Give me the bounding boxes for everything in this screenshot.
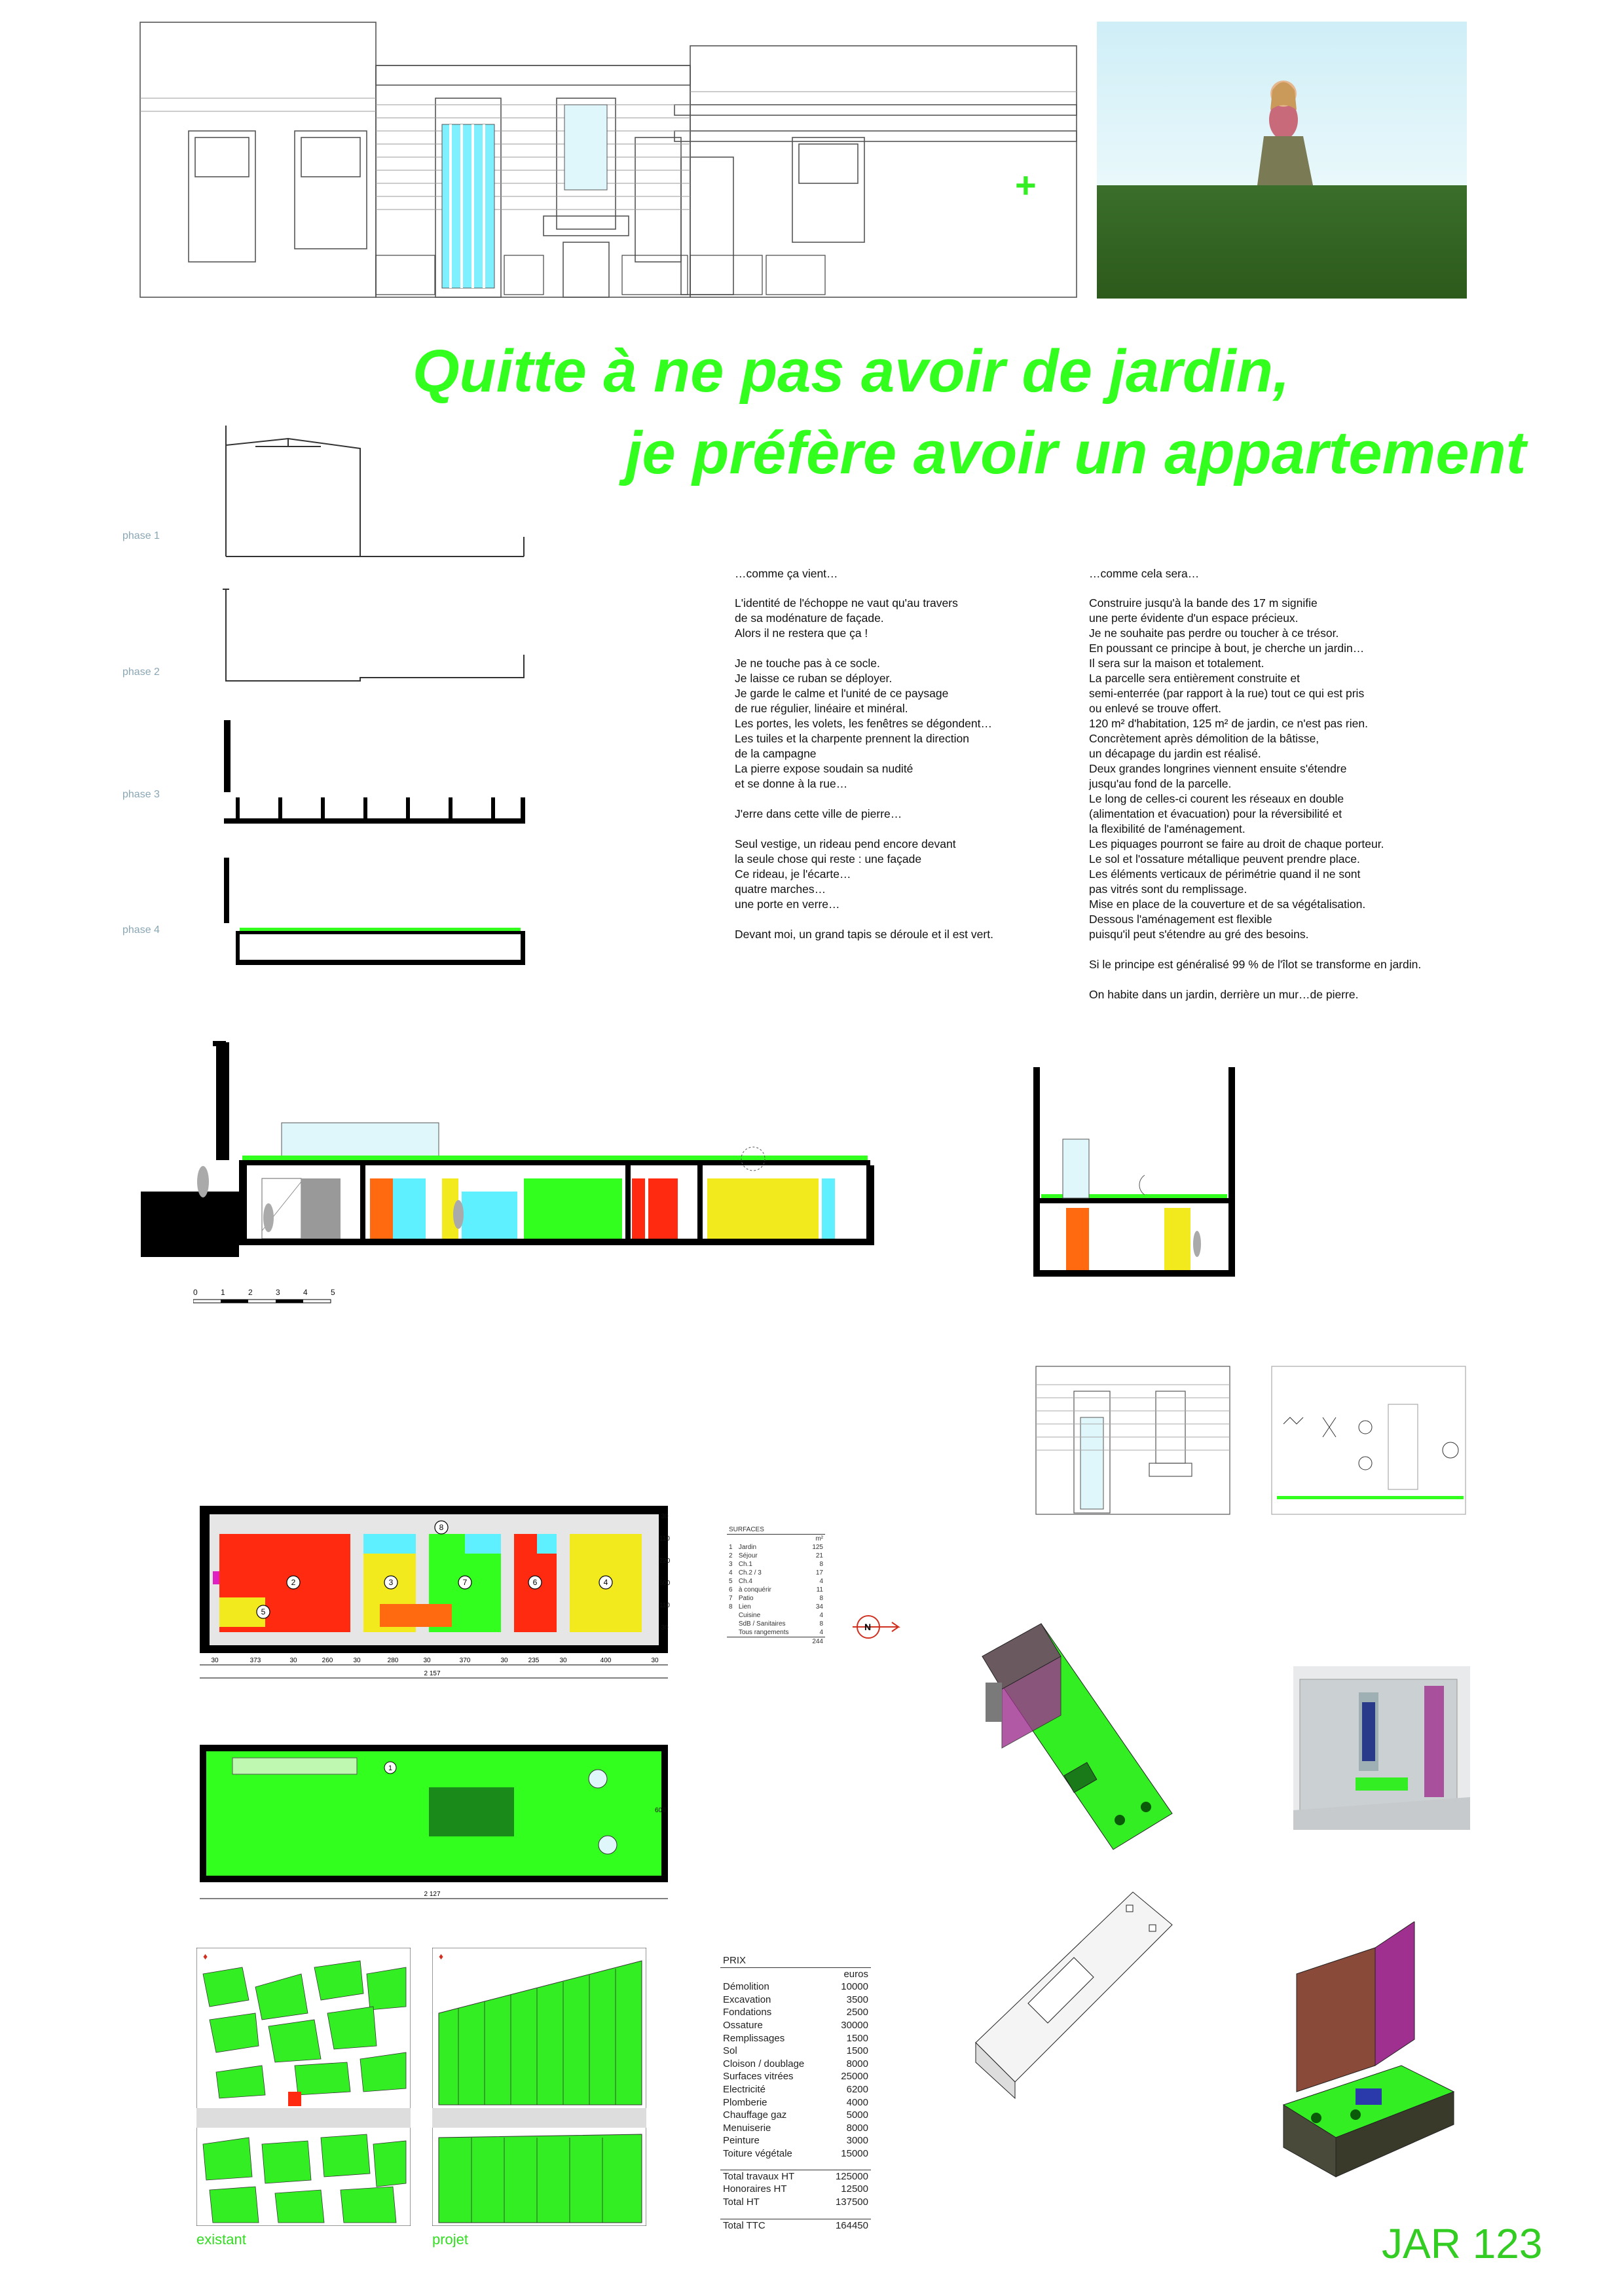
surfaces-row xyxy=(727,1543,825,1552)
surfaces-title: SURFACES xyxy=(727,1525,825,1535)
left-line: une porte en verre… xyxy=(735,898,840,911)
right-line xyxy=(1089,972,1469,987)
right-line: On habite dans un jardin, derrière un mur…de pierre. xyxy=(1089,988,1359,1001)
plan-side-dim: 220 xyxy=(659,1558,671,1565)
left-line: Les tuiles et la charpente prennent la direction xyxy=(735,732,970,745)
axonometric-view-green xyxy=(963,1617,1185,1853)
price-row-label: Surfaces vitrées xyxy=(723,2071,794,2083)
price-title: PRIX xyxy=(720,1954,871,1967)
surfaces-row-number: 1 xyxy=(729,1544,733,1551)
left-line: de sa modénature de façade. xyxy=(735,611,884,625)
price-row xyxy=(720,1980,871,1994)
column-title-left: …comme ça vient… xyxy=(735,567,838,580)
price-row xyxy=(720,2045,871,2058)
price-row-value: 3500 xyxy=(846,1994,868,2005)
project-code: JAR 123 xyxy=(1382,2220,1543,2267)
surfaces-row xyxy=(727,1560,825,1569)
plan-dim: 30 xyxy=(423,1657,431,1664)
price-row xyxy=(720,2070,871,2083)
surfaces-row-value: 17 xyxy=(815,1569,823,1576)
surfaces-row-number xyxy=(727,1611,737,1620)
price-row-value: 6200 xyxy=(846,2083,868,2095)
price-row xyxy=(720,1994,871,2007)
left-line: Seul vestige, un rideau pend encore devant xyxy=(735,837,956,850)
child-in-meadow-photo xyxy=(1097,22,1467,299)
price-row xyxy=(720,2032,871,2045)
price-row-label: Electricité xyxy=(723,2083,766,2095)
existing-facade-elevation xyxy=(1035,1365,1231,1516)
surfaces-row-value: 8 xyxy=(819,1561,823,1568)
plan-room-number-6: 6 xyxy=(532,1578,538,1587)
right-line: une perte évidente d'un espace précieux. xyxy=(1089,611,1299,625)
plan-dim: 30 xyxy=(353,1657,361,1664)
right-line: semi-enterrée (par rapport à la rue) tout ce qui est pris xyxy=(1089,687,1365,700)
price-unit: euros xyxy=(843,1968,868,1980)
price-row-value: 10000 xyxy=(841,1981,868,1993)
plan-room-number-5: 5 xyxy=(261,1607,266,1616)
surfaces-row-value: 125 xyxy=(812,1544,823,1551)
surfaces-row-value: 8 xyxy=(819,1595,823,1602)
north-label: N xyxy=(864,1622,872,1632)
price-row-value: 3000 xyxy=(846,2135,868,2147)
surfaces-row xyxy=(727,1552,825,1560)
plan-room-number-3: 3 xyxy=(388,1578,394,1587)
longitudinal-section xyxy=(141,1034,881,1257)
surfaces-row-label: SdB / Sanitaires xyxy=(738,1620,786,1628)
plan-room-number-7: 7 xyxy=(462,1578,468,1587)
construction-phases-sections xyxy=(216,426,530,975)
surfaces-row-label: à conquérir xyxy=(738,1586,771,1594)
ground-floor-plan xyxy=(196,1503,684,1679)
price-row-label: Remplissages xyxy=(723,2032,785,2044)
right-line: Les piquages pourront se faire au droit de chaque porteur. xyxy=(1089,837,1384,850)
price-row-label: Honoraires HT xyxy=(723,2183,787,2195)
left-line: J'erre dans cette ville de pierre… xyxy=(735,807,902,820)
cross-section xyxy=(1033,1067,1236,1277)
surfaces-row-value: 4 xyxy=(819,1629,823,1636)
text-column-comme-ca-vient xyxy=(735,566,1049,942)
north-arrow-icon xyxy=(851,1611,904,1643)
svg-text:♦: ♦ xyxy=(439,1951,444,1961)
project-facade-elevation xyxy=(1270,1365,1467,1516)
plan-room-number-2: 2 xyxy=(291,1578,296,1587)
plan-side-dim: 110 xyxy=(659,1602,670,1609)
left-line: Les portes, les volets, les fenêtres se dégondent… xyxy=(735,717,993,730)
right-line: 120 m² d'habitation, 125 m² de jardin, ce n'est pas rien. xyxy=(1089,717,1368,730)
right-line: Je ne souhaite pas perdre ou toucher à ce trésor. xyxy=(1089,627,1339,640)
price-row-value: 2500 xyxy=(846,2007,868,2018)
price-row-label: Toiture végétale xyxy=(723,2147,792,2159)
left-line xyxy=(735,912,1049,927)
price-ttc-label: Total TTC xyxy=(723,2220,766,2232)
right-line: jusqu'au fond de la parcelle. xyxy=(1089,777,1232,790)
right-line: puisqu'il peut s'étendre au gré des besoins. xyxy=(1089,928,1309,941)
right-line: Mise en place de la couverture et de sa végétalisation. xyxy=(1089,898,1366,911)
price-row xyxy=(720,2196,871,2209)
plan-total-dim: 2 157 xyxy=(424,1670,441,1677)
price-row xyxy=(720,2122,871,2135)
right-line: La parcelle sera entièrement construite et xyxy=(1089,672,1300,685)
price-row-value: 125000 xyxy=(835,2170,868,2182)
plan-dim: 373 xyxy=(249,1657,261,1664)
right-line: pas vitrés sont du remplissage. xyxy=(1089,883,1247,896)
roof-plan-total: 2 127 xyxy=(424,1891,441,1898)
plan-dim: 30 xyxy=(289,1657,297,1664)
left-line: L'identité de l'échoppe ne vaut qu'au travers xyxy=(735,596,958,610)
surfaces-row-value: 21 xyxy=(815,1552,823,1559)
surfaces-unit: m² xyxy=(815,1535,823,1542)
price-table xyxy=(720,1954,871,2232)
left-line xyxy=(735,822,1049,837)
left-line: Je laisse ce ruban se déployer. xyxy=(735,672,893,685)
price-row-label: Fondations xyxy=(723,2007,772,2018)
surfaces-row-label: Patio xyxy=(738,1595,754,1602)
surfaces-total: 244 xyxy=(727,1637,825,1647)
left-line: Je garde le calme et l'unité de ce paysage xyxy=(735,687,949,700)
project-block-map xyxy=(432,1948,646,2226)
price-row xyxy=(720,2096,871,2109)
surfaces-row-label: Tous rangements xyxy=(738,1629,789,1636)
surfaces-row-number: 6 xyxy=(729,1586,733,1594)
plan-side-dims xyxy=(655,1506,674,1639)
right-line: Construire jusqu'à la bande des 17 m signifie xyxy=(1089,596,1318,610)
surfaces-row-label: Jardin xyxy=(738,1544,757,1551)
price-row xyxy=(720,2083,871,2096)
price-row-value: 1500 xyxy=(846,2045,868,2057)
price-row-value: 30000 xyxy=(841,2019,868,2031)
surfaces-row-number xyxy=(727,1628,737,1637)
price-row xyxy=(720,2183,871,2196)
column-body-right xyxy=(1089,596,1469,1002)
plan-dim: 370 xyxy=(459,1657,471,1664)
price-ttc-value: 164450 xyxy=(835,2220,868,2232)
plan-dim: 235 xyxy=(528,1657,540,1664)
surfaces-row-number: 5 xyxy=(729,1578,733,1585)
scale-tick-5: 5 xyxy=(331,1288,335,1297)
left-line: Ce rideau, je l'écarte… xyxy=(735,867,851,881)
plan-dim: 30 xyxy=(559,1657,567,1664)
surfaces-row-number: 8 xyxy=(729,1603,733,1611)
left-line: Alors il ne restera que ça ! xyxy=(735,627,868,640)
price-row-value: 8000 xyxy=(846,2058,868,2069)
price-row-label: Chauffage gaz xyxy=(723,2109,787,2121)
price-row-label: Total HT xyxy=(723,2196,760,2208)
plan-side-dim: 30 xyxy=(661,1513,669,1520)
price-row-label: Total travaux HT xyxy=(723,2170,795,2182)
left-line: et se donne à la rue… xyxy=(735,777,848,790)
interior-perspective-view xyxy=(1293,1666,1470,1830)
surfaces-row-value: 34 xyxy=(815,1603,823,1611)
right-line: la flexibilité de l'aménagement. xyxy=(1089,822,1246,835)
surfaces-row-label: Séjour xyxy=(738,1552,758,1559)
phase-3-label: phase 3 xyxy=(122,789,160,800)
surfaces-row-value: 4 xyxy=(819,1578,823,1585)
right-line: ou enlevé se trouve offert. xyxy=(1089,702,1222,715)
surfaces-row xyxy=(727,1586,825,1594)
street-facade-elevation xyxy=(138,20,1080,301)
right-line: Dessous l'aménagement est flexible xyxy=(1089,913,1272,926)
headline-line-1: Quitte à ne pas avoir de jardin, xyxy=(413,338,1290,405)
right-line: En poussant ce principe à bout, je cherche un jardin… xyxy=(1089,642,1365,655)
axonometric-view-white xyxy=(963,1872,1179,2108)
price-row-label: Plomberie xyxy=(723,2096,767,2108)
price-row-label: Sol xyxy=(723,2045,737,2057)
right-line: Si le principe est généralisé 99 % de l'îlot se transforme en jardin. xyxy=(1089,958,1422,971)
phase-2-label: phase 2 xyxy=(122,666,160,678)
plus-sign: + xyxy=(1015,164,1037,206)
price-row-label: Démolition xyxy=(723,1981,769,1993)
left-line xyxy=(735,641,1049,656)
right-line xyxy=(1089,942,1469,957)
surfaces-row-number: 2 xyxy=(729,1552,733,1559)
price-row-label: Menuiserie xyxy=(723,2122,771,2134)
left-line: Devant moi, un grand tapis se déroule et il est vert. xyxy=(735,928,993,941)
plan-room-number-4: 4 xyxy=(603,1578,608,1587)
scale-tick-4: 4 xyxy=(303,1288,308,1297)
surfaces-row-label: Ch.2 / 3 xyxy=(738,1569,762,1576)
price-row xyxy=(720,2170,871,2183)
map-label-projet: projet xyxy=(432,2231,469,2248)
plan-dim: 260 xyxy=(322,1657,333,1664)
price-row xyxy=(720,2019,871,2032)
left-line: de la campagne xyxy=(735,747,817,760)
surfaces-row-label: Ch.1 xyxy=(738,1561,752,1568)
plan-room-number-8: 8 xyxy=(439,1523,444,1532)
price-row-label: Ossature xyxy=(723,2019,763,2031)
roof-garden-plan xyxy=(196,1741,684,1905)
surfaces-row xyxy=(727,1577,825,1586)
surfaces-row-number: 7 xyxy=(729,1595,733,1602)
surfaces-row xyxy=(727,1569,825,1577)
plan-dim: 30 xyxy=(651,1657,659,1664)
headline-line-2: je préfère avoir un appartement xyxy=(625,420,1526,486)
column-body-left xyxy=(735,596,1049,942)
right-line: Concrètement après démolition de la bâtisse, xyxy=(1089,732,1320,745)
right-line: Le long de celles-ci courent les réseaux en double xyxy=(1089,792,1344,805)
roof-plan-side-dim: 600 xyxy=(655,1807,666,1814)
surfaces-row-value: 11 xyxy=(816,1586,823,1594)
price-row-value: 12500 xyxy=(841,2183,868,2195)
price-row-value: 8000 xyxy=(846,2122,868,2134)
column-title-right: …comme cela sera… xyxy=(1089,567,1200,580)
surfaces-row xyxy=(727,1594,825,1603)
scale-tick-1: 1 xyxy=(221,1288,225,1297)
surfaces-row xyxy=(727,1620,825,1628)
left-line: la seule chose qui reste : une façade xyxy=(735,852,922,866)
phase-4-label: phase 4 xyxy=(122,924,160,936)
price-row-label: Cloison / doublage xyxy=(723,2058,805,2069)
plan-dim: 30 xyxy=(211,1657,219,1664)
price-row-value: 15000 xyxy=(841,2147,868,2159)
left-line: de rue régulier, linéaire et minéral. xyxy=(735,702,908,715)
scale-tick-0: 0 xyxy=(193,1288,198,1297)
right-line: Les éléments verticaux de périmétrie quand il ne sont xyxy=(1089,867,1361,881)
existing-block-map xyxy=(196,1948,411,2226)
plan-side-dim: 600 xyxy=(659,1580,671,1587)
price-row-value: 137500 xyxy=(835,2196,868,2208)
price-row xyxy=(720,2006,871,2019)
left-line xyxy=(735,792,1049,807)
right-line: Il sera sur la maison et totalement. xyxy=(1089,657,1264,670)
surfaces-row-number: 3 xyxy=(729,1561,733,1568)
surfaces-row-label: Ch.4 xyxy=(738,1578,752,1585)
price-row xyxy=(720,2109,871,2122)
surfaces-row-value: 8 xyxy=(819,1620,823,1628)
scale-tick-3: 3 xyxy=(276,1288,280,1297)
plan-dim: 400 xyxy=(600,1657,612,1664)
text-column-comme-cela-sera xyxy=(1089,566,1469,1002)
plan-dim: 280 xyxy=(387,1657,399,1664)
price-row xyxy=(720,2134,871,2147)
price-row xyxy=(720,2147,871,2160)
svg-text:♦: ♦ xyxy=(203,1951,208,1961)
surfaces-row xyxy=(727,1628,825,1637)
surfaces-row-label: Cuisine xyxy=(738,1612,761,1619)
scale-bar-graphic xyxy=(193,1298,337,1305)
map-label-existant: existant xyxy=(196,2231,246,2248)
scale-tick-2: 2 xyxy=(248,1288,253,1297)
plan-dim: 30 xyxy=(500,1657,508,1664)
left-line: La pierre expose soudain sa nudité xyxy=(735,762,913,775)
price-row-value: 5000 xyxy=(846,2109,868,2121)
price-row-label: Peinture xyxy=(723,2135,760,2147)
right-line: Le sol et l'ossature métallique peuvent prendre place. xyxy=(1089,852,1360,866)
left-line: quatre marches… xyxy=(735,883,826,896)
surfaces-row xyxy=(727,1603,825,1611)
surfaces-row-number: 4 xyxy=(729,1569,733,1576)
plan-side-dim: 30 xyxy=(661,1624,669,1631)
axonometric-view-section xyxy=(1270,1922,1460,2190)
right-line: un décapage du jardin est réalisé. xyxy=(1089,747,1261,760)
price-row xyxy=(720,2058,871,2071)
price-row-value: 4000 xyxy=(846,2096,868,2108)
price-row-value: 25000 xyxy=(841,2071,868,2083)
surfaces-row-label: Lien xyxy=(738,1603,751,1611)
left-line: Je ne touche pas à ce socle. xyxy=(735,657,880,670)
right-line: (alimentation et évacuation) pour la réversibilité et xyxy=(1089,807,1342,820)
surfaces-row-value: 4 xyxy=(819,1612,823,1619)
phase-1-label: phase 1 xyxy=(122,530,160,541)
price-row-value: 1500 xyxy=(846,2032,868,2044)
surfaces-table xyxy=(727,1525,825,1646)
price-row-label: Excavation xyxy=(723,1994,771,2005)
right-line: Deux grandes longrines viennent ensuite s'étendre xyxy=(1089,762,1347,775)
plan-side-dim: 110 xyxy=(659,1535,670,1542)
roof-plan-number: 1 xyxy=(388,1764,393,1772)
surfaces-row-number xyxy=(727,1620,737,1628)
surfaces-row xyxy=(727,1611,825,1620)
